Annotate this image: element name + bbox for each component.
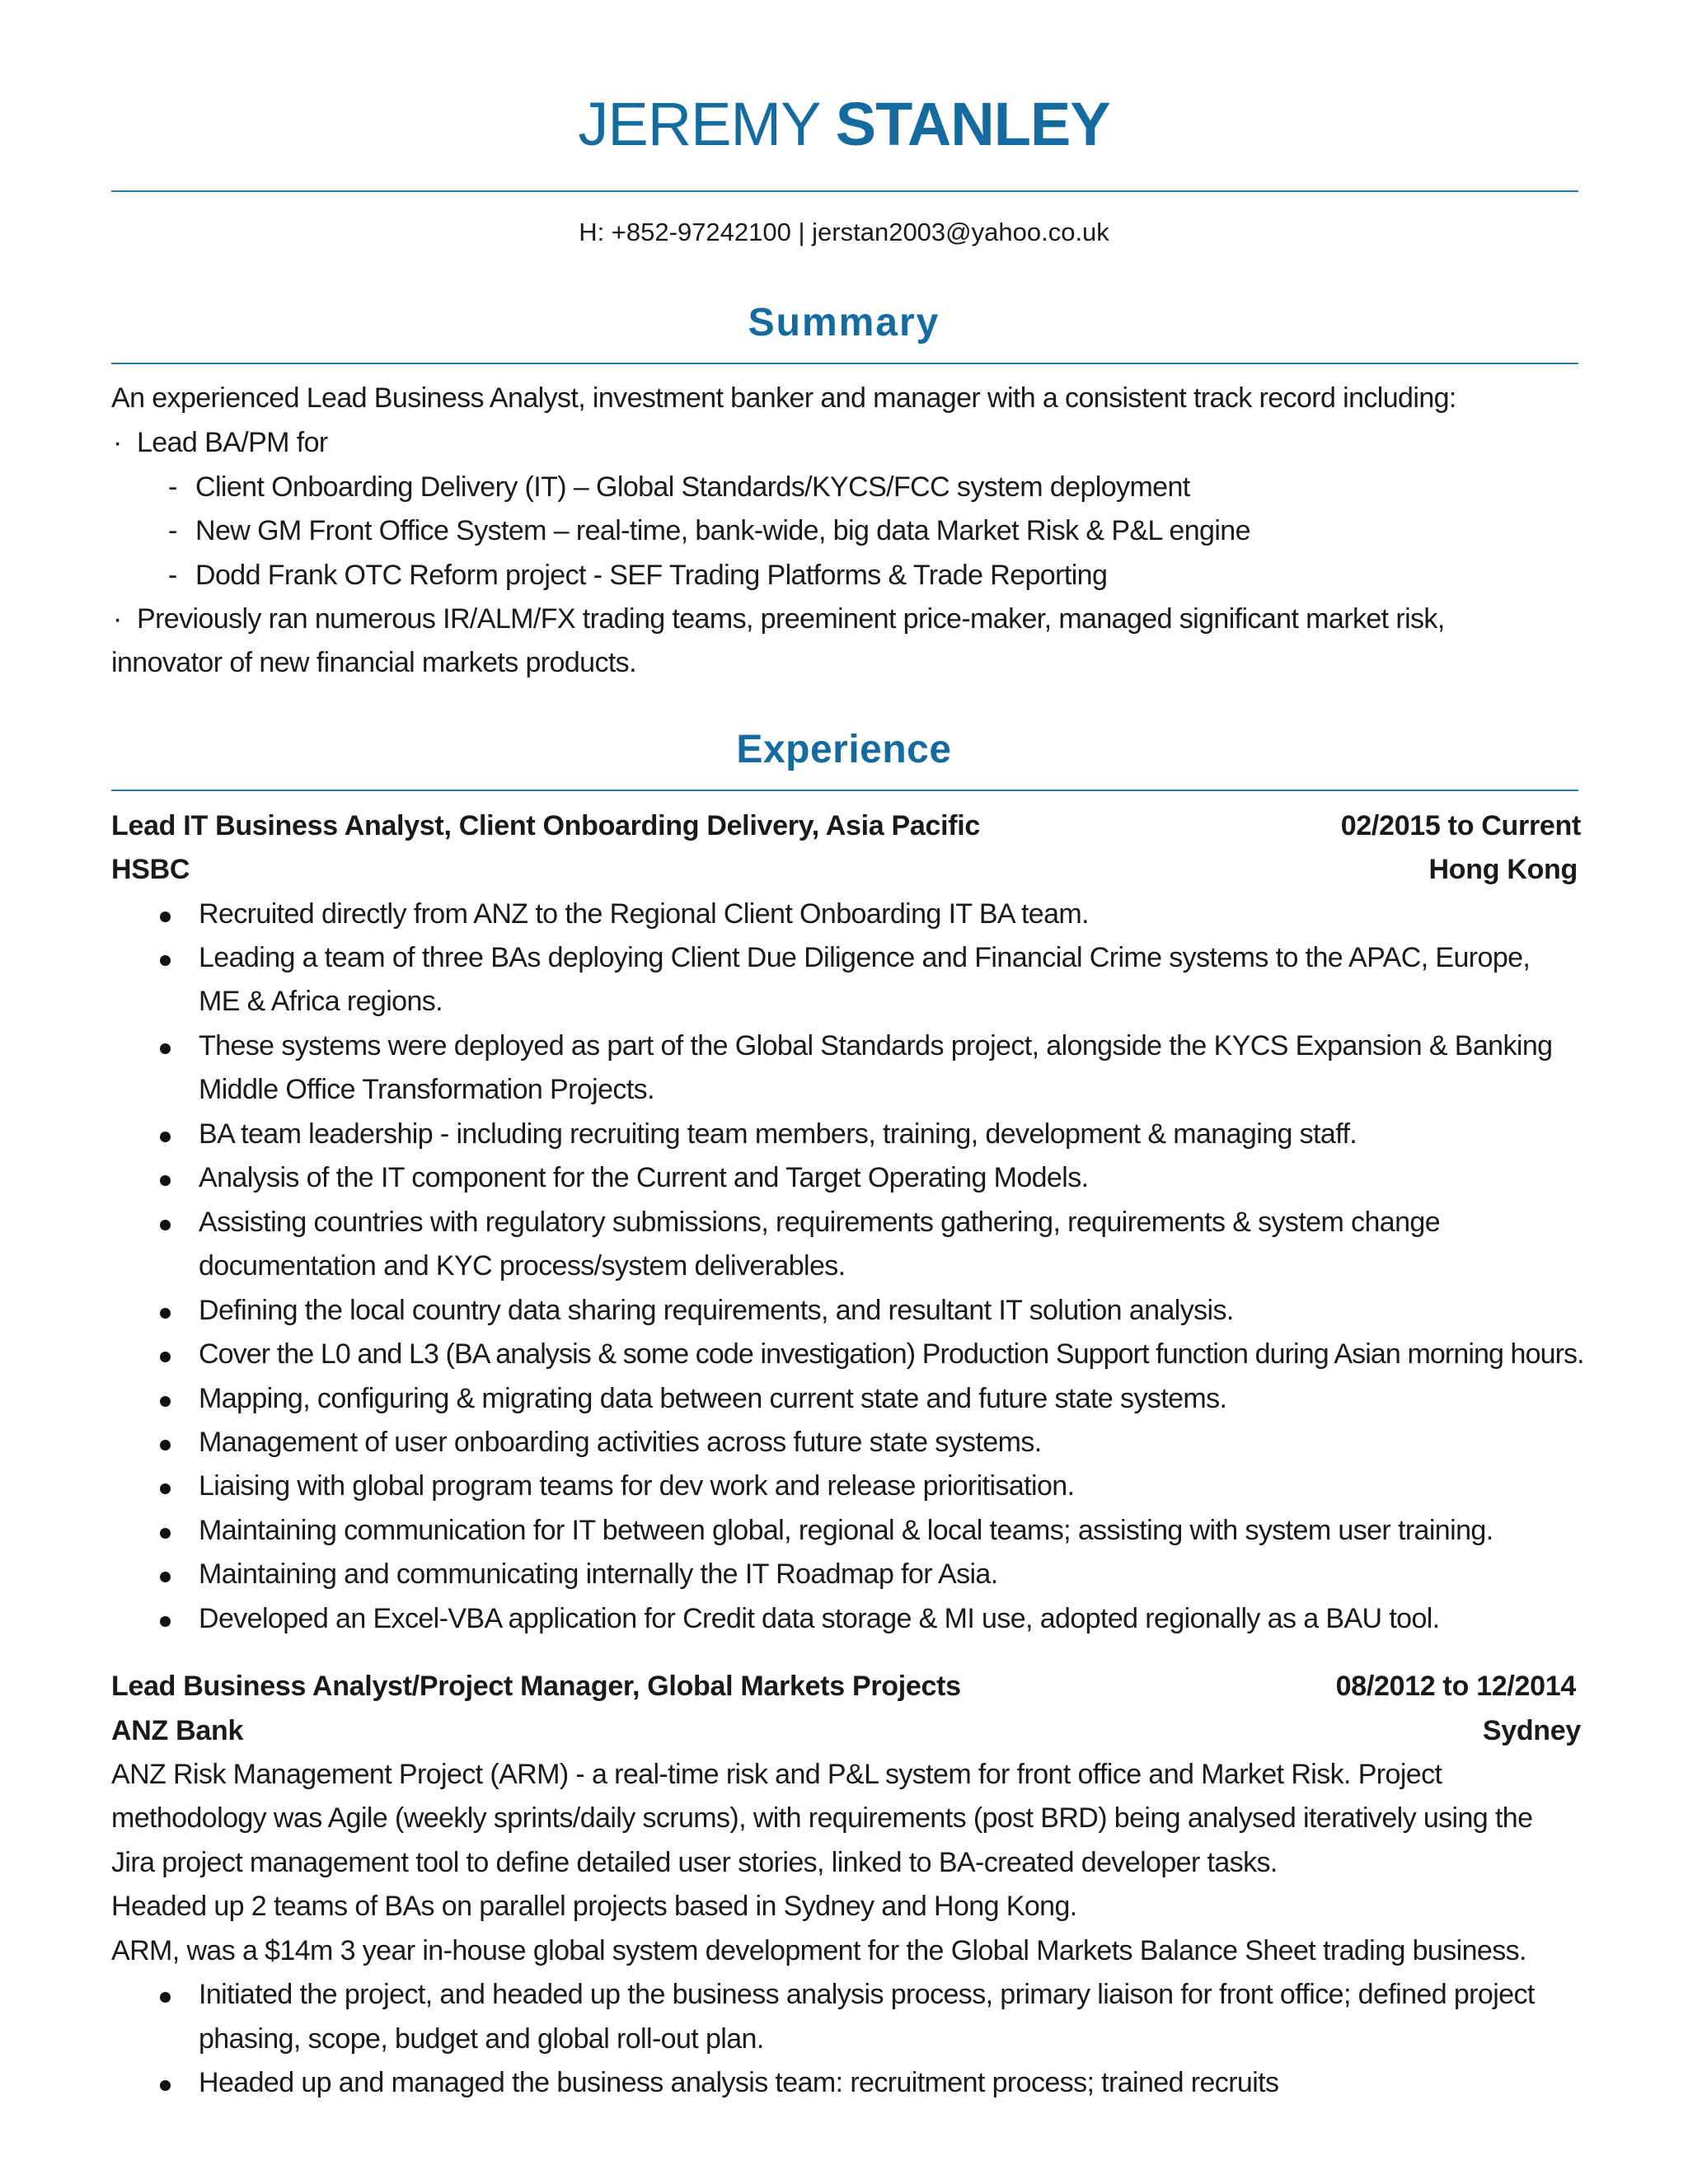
list-item: These systems were deployed as part of the Global Standards project, alongside the KYCS Expansion & Banking <box>199 1030 1553 1062</box>
summary-bullet-trading-cont: innovator of new financial markets products. <box>111 647 636 678</box>
bullet-dot <box>160 1440 171 1451</box>
summary-bullet-marker: · <box>113 427 122 458</box>
list-item: Maintaining communication for IT between global, regional & local teams; assisting with system user training. <box>199 1515 1493 1546</box>
bullet-dot <box>160 955 171 966</box>
summary-sub-item: New GM Front Office System – real-time, bank-wide, big data Market Risk & P&L engine <box>195 515 1250 546</box>
summary-bullet-marker: · <box>113 603 122 635</box>
summary-sub-marker: - <box>168 515 177 546</box>
list-item: Analysis of the IT component for the Current and Target Operating Models. <box>199 1162 1089 1193</box>
experience-heading: Experience <box>736 728 952 771</box>
job-title: Lead Business Analyst/Project Manager, Global Markets Projects <box>111 1671 961 1702</box>
company-name: ANZ Bank <box>111 1715 244 1746</box>
list-item: Cover the L0 and L3 (BA analysis & some code investigation) Production Support function during Asian morning hours. <box>199 1338 1584 1370</box>
bullet-dot <box>160 1528 171 1539</box>
job-description: Jira project management tool to define detailed user stories, linked to BA-created developer tasks. <box>111 1847 1278 1878</box>
summary-sub-item: Dodd Frank OTC Reform project - SEF Trading Platforms & Trade Reporting <box>195 560 1108 591</box>
job-description: ARM, was a $14m 3 year in-house global system development for the Global Markets Balance Sheet trading business. <box>111 1935 1526 1966</box>
job-dates: 08/2012 to 12/2014 <box>1335 1671 1576 1702</box>
last-name: STANLEY <box>835 90 1110 158</box>
bullet-dot <box>160 1396 171 1407</box>
summary-bullet-lead-ba: Lead BA/PM for <box>137 427 328 458</box>
summary-heading: Summary <box>748 301 940 344</box>
job-location: Sydney <box>1482 1715 1581 1746</box>
list-item: Assisting countries with regulatory submissions, requirements gathering, requirements & system change <box>199 1207 1441 1238</box>
bullet-dot <box>160 1308 171 1319</box>
job-description: methodology was Agile (weekly sprints/daily scrums), with requirements (post BRD) being analysed iteratively using the <box>111 1802 1533 1834</box>
list-item-cont: documentation and KYC process/system deliverables. <box>199 1250 846 1282</box>
job-title: Lead IT Business Analyst, Client Onboarding Delivery, Asia Pacific <box>111 810 981 841</box>
list-item: BA team leadership - including recruiting team members, training, development & managing staff. <box>199 1118 1357 1150</box>
list-item: Maintaining and communicating internally the IT Roadmap for Asia. <box>199 1558 998 1590</box>
bullet-dot <box>160 1175 171 1186</box>
bullet-dot <box>160 2080 171 2091</box>
bullet-dot <box>160 1043 171 1054</box>
list-item: Leading a team of three BAs deploying Client Due Diligence and Financial Crime systems to the APAC, Europe, <box>199 942 1531 973</box>
list-item: Mapping, configuring & migrating data between current state and future state systems. <box>199 1383 1227 1414</box>
list-item: Management of user onboarding activities across future state systems. <box>199 1427 1042 1458</box>
first-name: JEREMY <box>578 90 820 158</box>
job-dates: 02/2015 to Current <box>1340 810 1581 841</box>
list-item: Initiated the project, and headed up the business analysis process, primary liaison for front office; defined project <box>199 1979 1535 2010</box>
bullet-dot <box>160 1483 171 1494</box>
candidate-name <box>0 87 1688 162</box>
list-item: Recruited directly from ANZ to the Regional Client Onboarding IT BA team. <box>199 898 1089 930</box>
summary-sub-marker: - <box>168 560 177 591</box>
job-location: Hong Kong <box>1428 854 1578 885</box>
summary-sub-item: Client Onboarding Delivery (IT) – Global Standards/KYCS/FCC system deployment <box>195 471 1190 503</box>
bullet-dot <box>160 1132 171 1142</box>
bullet-dot <box>160 1352 171 1362</box>
experience-divider <box>111 790 1578 791</box>
summary-intro: An experienced Lead Business Analyst, investment banker and manager with a consistent track record including: <box>111 382 1456 414</box>
bullet-dot <box>160 1616 171 1627</box>
summary-bullet-trading: Previously ran numerous IR/ALM/FX trading teams, preeminent price-maker, managed significant market risk, <box>137 603 1445 635</box>
bullet-dot <box>160 1572 171 1582</box>
list-item: Headed up and managed the business analysis team: recruitment process; trained recruits <box>199 2067 1279 2098</box>
summary-divider <box>111 363 1578 364</box>
bullet-dot <box>160 1992 171 2003</box>
job-description: Headed up 2 teams of BAs on parallel projects based in Sydney and Hong Kong. <box>111 1891 1077 1922</box>
job-description: ANZ Risk Management Project (ARM) - a real-time risk and P&L system for front office and Market Risk. Project <box>111 1759 1442 1790</box>
list-item-cont: ME & Africa regions. <box>199 986 443 1017</box>
list-item-cont: Middle Office Transformation Projects. <box>199 1074 654 1105</box>
contact-line: H: +852-97242100 | jerstan2003@yahoo.co.uk <box>579 218 1109 246</box>
header-divider <box>111 190 1578 192</box>
bullet-dot <box>160 912 171 922</box>
list-item: Defining the local country data sharing requirements, and resultant IT solution analysis. <box>199 1295 1234 1326</box>
summary-sub-marker: - <box>168 471 177 503</box>
bullet-dot <box>160 1220 171 1230</box>
list-item: Liaising with global program teams for dev work and release prioritisation. <box>199 1470 1075 1502</box>
list-item-cont: phasing, scope, budget and global roll-out plan. <box>199 2023 764 2055</box>
list-item: Developed an Excel-VBA application for Credit data storage & MI use, adopted regionally as a BAU tool. <box>199 1603 1440 1634</box>
company-name: HSBC <box>111 854 190 885</box>
